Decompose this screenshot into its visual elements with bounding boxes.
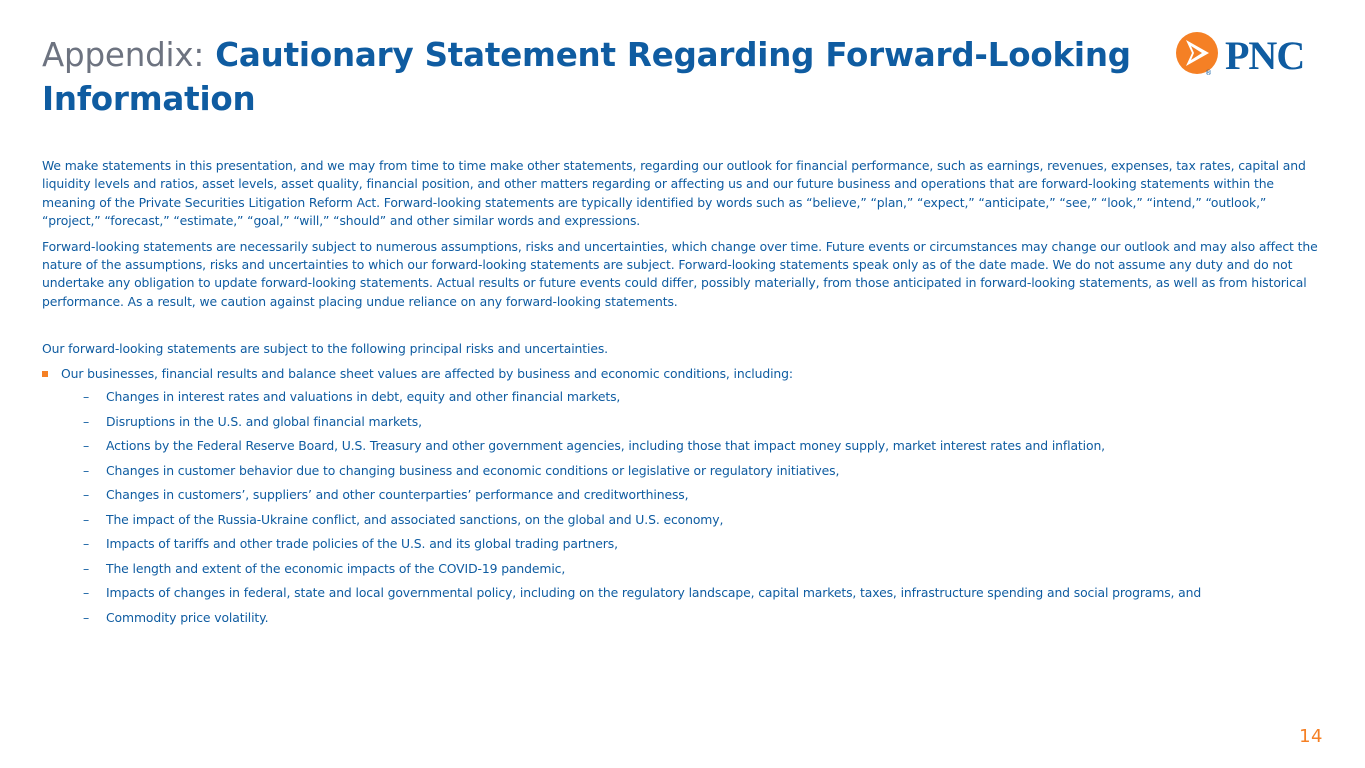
dash-bullet: – <box>83 560 90 576</box>
sub-item-text: Impacts of tariffs and other trade policies of the U.S. and its global trading partners, <box>106 536 618 552</box>
sub-item <box>42 535 1327 560</box>
sub-item <box>42 511 1327 536</box>
sub-item <box>42 486 1327 511</box>
sub-item-text: The impact of the Russia-Ukraine conflict, and associated sanctions, on the global and U.S. economy, <box>106 511 724 527</box>
dash-bullet: – <box>83 389 90 405</box>
title-prefix: Appendix: <box>42 36 205 74</box>
dash-bullet: – <box>83 413 90 429</box>
slide-title <box>42 33 1132 121</box>
title-main: Cautionary Statement Regarding Forward-Looking Information <box>42 36 1131 118</box>
bullet-item <box>42 365 1327 383</box>
paragraph-risk-assumptions: Forward-looking statements are necessarily subject to numerous assumptions, risks and uncertainties, which change over time. Future events or circumstances may change our outlook and may also affect the nature of the assumptions, risks and uncertainties to which our forward-looking statements are subject. Forward-looking statements speak only as of the date made. We do not assume any duty and do not undertake any obligation to update forward-looking statements. Actual results or future events could differ, possibly materially, from those anticipated in forward-looking statements, as well as from historical performance. As a result, we caution against placing undue reliance on any forward-looking statements. <box>42 238 1318 309</box>
sub-item-text: Disruptions in the U.S. and global financial markets, <box>106 413 422 429</box>
sub-item-text: Impacts of changes in federal, state and local governmental policy, including on the regulatory landscape, capital markets, taxes, infrastructure spending and social programs, and <box>106 585 1202 601</box>
sub-item-text: The length and extent of the economic impacts of the COVID-19 pandemic, <box>106 560 566 576</box>
sub-item <box>42 437 1327 462</box>
risks-intro: Our forward-looking statements are subject to the following principal risks and uncertainties. <box>42 341 608 357</box>
dash-bullet: – <box>83 536 90 552</box>
sub-item <box>42 462 1327 487</box>
sub-item-text: Actions by the Federal Reserve Board, U.S. Treasury and other government agencies, including those that impact money supply, market interest rates and inflation, <box>106 438 1105 454</box>
sub-item <box>42 584 1327 609</box>
registered-mark: ® <box>1205 69 1212 77</box>
dash-bullet: – <box>83 487 90 503</box>
paragraph-forward-looking-definition: We make statements in this presentation, and we may from time to time make other statements, regarding our outlook for financial performance, such as earnings, revenues, expenses, tax rates, capital and liquidity levels and ratios, asset levels, asset quality, financial position, and other matters regarding or affecting us and our future business and operations that are forward-looking statements within the meaning of the Private Securities Litigation Reform Act. Forward-looking statements are typically identified by words such as “believe,” “plan,” “expect,” “anticipate,” “see,” “look,” “intend,” “outlook,” “project,” “forecast,” “estimate,” “goal,” “will,” “should” and other similar words and expressions. <box>42 158 1306 229</box>
dash-bullet: – <box>83 609 90 625</box>
dash-bullet: – <box>83 438 90 454</box>
sub-item <box>42 413 1327 438</box>
dash-bullet: – <box>83 462 90 478</box>
sub-item <box>42 388 1327 413</box>
sub-item-text: Changes in interest rates and valuations in debt, equity and other financial markets, <box>106 389 621 405</box>
sub-item <box>42 560 1327 585</box>
pnc-arrow-logo-icon <box>1176 32 1218 74</box>
sub-bullet-list <box>42 388 1327 633</box>
pnc-logo <box>1175 31 1327 77</box>
dash-bullet: – <box>83 511 90 527</box>
bullet-text: Our businesses, financial results and balance sheet values are affected by business and economic conditions, including: <box>61 365 793 381</box>
logo-wordmark: PNC <box>1225 33 1305 77</box>
sub-item-text: Changes in customer behavior due to changing business and economic conditions or legislative or regulatory initiatives, <box>106 462 840 478</box>
sub-item <box>42 609 1327 634</box>
square-bullet-icon <box>42 371 48 377</box>
dash-bullet: – <box>83 585 90 601</box>
sub-item-text: Changes in customers’, suppliers’ and other counterparties’ performance and creditworthiness, <box>106 487 689 503</box>
page-number: 14 <box>1299 726 1323 747</box>
body-content <box>42 157 1327 633</box>
sub-item-text: Commodity price volatility. <box>106 609 269 625</box>
